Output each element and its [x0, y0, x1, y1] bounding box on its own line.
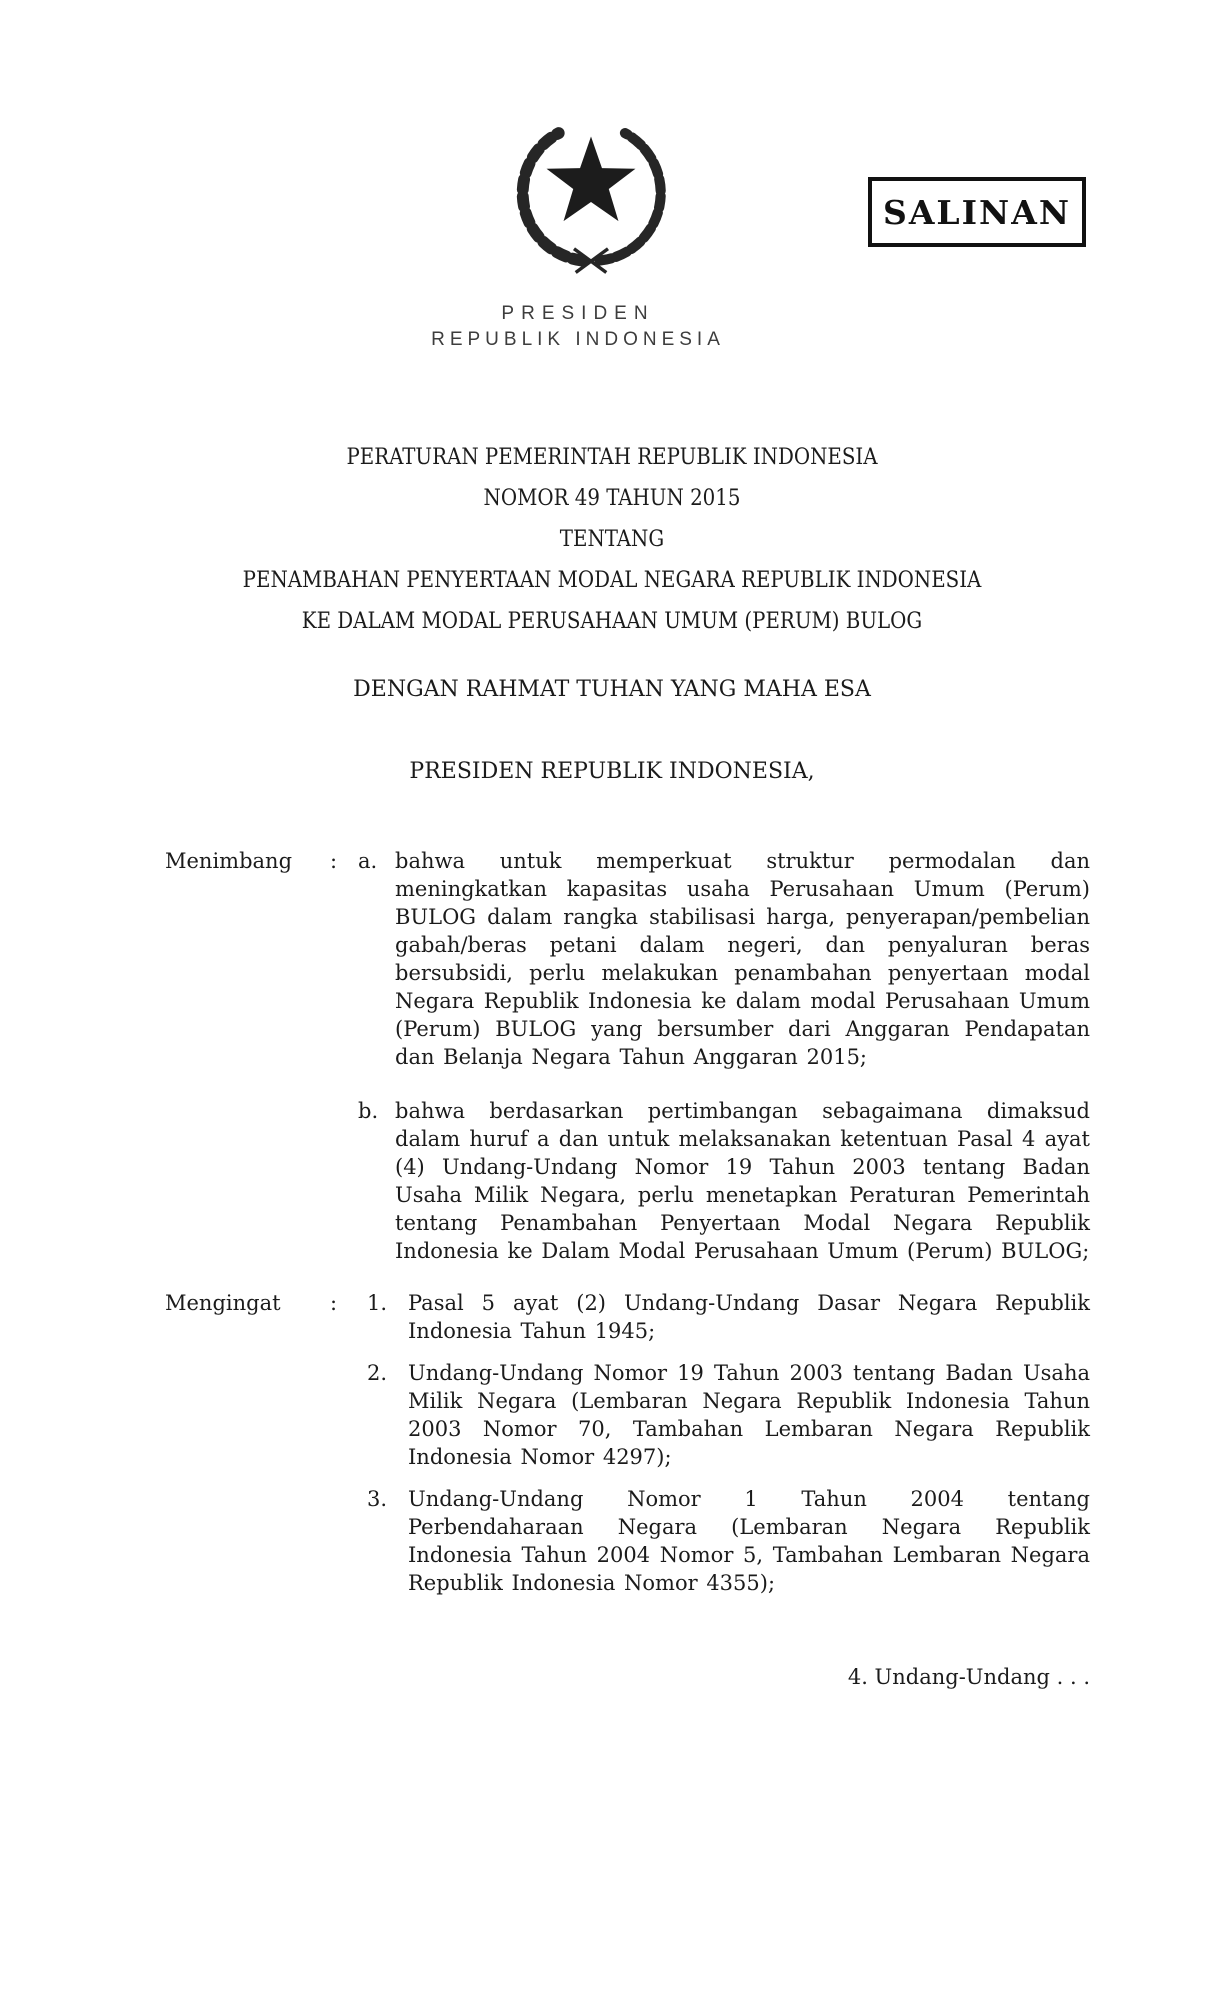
document-body — [165, 847, 1090, 1691]
item-marker-3: 3. — [367, 1487, 388, 1511]
mengingat-item-1 — [165, 1289, 1090, 1345]
clause-text-b: bahwa berdasarkan pertimbangan sebagaimana dimaksud dalam huruf a dan untuk melaksanakan ketentuan Pasal 4 ayat (4) Undang-Undang Nomor 19 Tahun 2003 tentang Badan Usaha Milik Negara, perlu menetapkan Peraturan Pemerintah tentang Penambahan Penyertaan Modal Negara Republik Indonesia ke Dalam Modal Perusahaan Umum (Perum) BULOG; — [395, 1099, 1090, 1263]
item-marker-a: a. — [358, 849, 378, 873]
clause-text-2: Undang-Undang Nomor 19 Tahun 2003 tentang Badan Usaha Milik Negara (Lembaran Negara Republik Indonesia Tahun 2003 Nomor 70, Tambahan Lembaran Negara Republik Indonesia Nomor 4297); — [408, 1361, 1090, 1469]
regulation-title — [110, 437, 1114, 642]
clause-text-3: Undang-Undang Nomor 1 Tahun 2004 tentang Perbendaharaan Negara (Lembaran Negara Republik Indonesia Tahun 2004 Nomor 5, Tambahan Lembaran Negara Republik Indonesia Nomor 4355); — [408, 1487, 1090, 1595]
catchword: 4. Undang-Undang . . . — [847, 1665, 1090, 1689]
title-line-number: NOMOR 49 TAHUN 2015 — [483, 486, 741, 511]
menimbang-item-b — [165, 1097, 1090, 1265]
item-marker-2: 2. — [367, 1361, 388, 1385]
menimbang-label: Menimbang — [165, 849, 293, 873]
menimbang-colon: : — [330, 849, 338, 873]
mengingat-item-2 — [165, 1359, 1090, 1471]
mengingat-label: Mengingat — [165, 1291, 281, 1315]
letterhead-presiden: PRESIDEN — [501, 303, 655, 324]
title-line-subject-1: PENAMBAHAN PENYERTAAN MODAL NEGARA REPUBLIK INDONESIA — [242, 568, 982, 593]
letterhead-republik-indonesia: REPUBLIK INDONESIA — [431, 329, 725, 350]
presidential-emblem — [506, 110, 676, 282]
item-marker-1: 1. — [367, 1291, 388, 1315]
title-line-tentang: TENTANG — [559, 527, 665, 552]
clause-text-1: Pasal 5 ayat (2) Undang-Undang Dasar Negara Republik Indonesia Tahun 1945; — [408, 1291, 1090, 1343]
clause-text-a: bahwa untuk memperkuat struktur permodalan dan meningkatkan kapasitas usaha Perusahaan Umum (Perum) BULOG dalam rangka stabilisasi harga, penyerapan/pembelian gabah/beras petani dalam negeri, dan penyaluran beras bersubsidi, perlu melakukan penambahan penyertaan modal Negara Republik Indonesia ke dalam modal Perusahaan Umum (Perum) BULOG yang bersumber dari Anggaran Pendapatan dan Belanja Negara Tahun Anggaran 2015; — [395, 849, 1090, 1069]
mengingat-colon: : — [330, 1291, 338, 1315]
salinan-stamp-label: SALINAN — [882, 192, 1071, 232]
salinan-stamp — [868, 177, 1086, 247]
item-marker-b: b. — [358, 1099, 379, 1123]
letterhead — [362, 301, 794, 353]
mengingat-item-3 — [165, 1485, 1090, 1597]
title-line-regulation: PERATURAN PEMERINTAH REPUBLIK INDONESIA — [346, 445, 878, 470]
garuda-wreath-star-icon — [506, 110, 676, 282]
title-line-subject-2: KE DALAM MODAL PERUSAHAAN UMUM (PERUM) BULOG — [301, 609, 923, 634]
authority-line: PRESIDEN REPUBLIK INDONESIA, — [409, 759, 815, 784]
invocation-line: DENGAN RAHMAT TUHAN YANG MAHA ESA — [353, 677, 871, 702]
menimbang-item-a — [165, 847, 1090, 1071]
star-icon — [547, 137, 636, 222]
